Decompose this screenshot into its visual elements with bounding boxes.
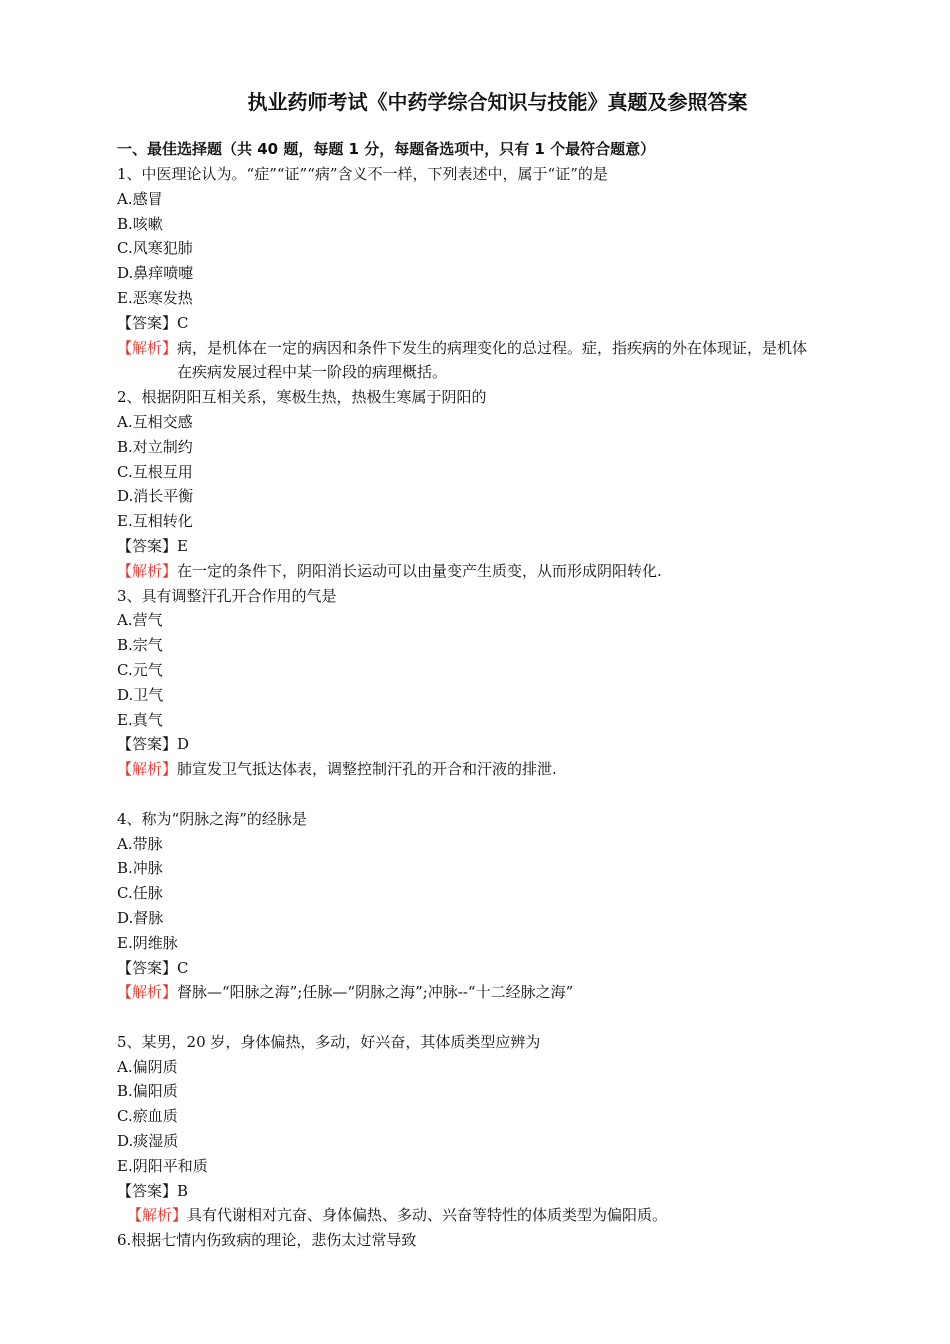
option-a: A.感冒 — [117, 189, 163, 208]
analysis-label: 【解析】 — [117, 983, 178, 1002]
option-a: A.偏阴质 — [117, 1057, 178, 1076]
option-c: C.元气 — [117, 660, 163, 679]
analysis-text: 病，是机体在一定的病因和条件下发生的病理变化的总过程。症，指疾病的外在体现证，是机体在疾病发展过程中某一阶段的病理概括。 — [177, 338, 808, 382]
section-heading: 一、最佳选择题（共 40 题，每题 1 分，每题备选项中，只有 1 个最符合题意） — [117, 140, 656, 158]
analysis-label: 【解析】 — [117, 760, 178, 779]
question-6 — [117, 1228, 817, 1253]
question-3 — [117, 584, 817, 782]
question-stem: 2、根据阴阳互相关系，寒极生热，热极生寒属于阴阳的 — [117, 388, 487, 407]
question-4 — [117, 807, 817, 1005]
analysis-label: 【解析】 — [117, 561, 178, 580]
analysis-text: 肺宣发卫气抵达体表，调整控制汗孔的开合和汗液的排泄. — [177, 760, 557, 779]
option-b: B.冲脉 — [117, 859, 163, 878]
question-stem: 6.根据七情内伤致病的理论，悲伤太过常导致 — [117, 1231, 417, 1250]
option-e: E.恶寒发热 — [117, 288, 193, 307]
option-b: B.对立制约 — [117, 437, 193, 456]
question-2 — [117, 385, 817, 583]
answer: 【答案】B — [117, 1181, 189, 1200]
question-1 — [117, 162, 817, 385]
option-b: B.偏阳质 — [117, 1082, 178, 1101]
option-e: E.互相转化 — [117, 512, 193, 531]
question-stem: 4、称为“阴脉之海”的经脉是 — [117, 809, 307, 828]
answer: 【答案】E — [117, 536, 188, 555]
option-e: E.阴维脉 — [117, 933, 178, 952]
option-d: D.督脉 — [117, 908, 164, 927]
answer: 【答案】D — [117, 735, 190, 754]
analysis — [117, 980, 817, 1005]
question-5 — [117, 1030, 817, 1228]
document-title: 执业药师考试《中药学综合知识与技能》真题及参照答案 — [247, 90, 748, 114]
question-stem: 5、某男，20 岁，身体偏热，多动，好兴奋，其体质类型应辨为 — [117, 1032, 541, 1051]
option-d: D.痰湿质 — [117, 1132, 179, 1151]
analysis — [117, 336, 817, 386]
blank-line — [117, 782, 817, 807]
question-stem: 3、具有调整汗孔开合作用的气是 — [117, 586, 337, 605]
analysis — [117, 1203, 817, 1228]
analysis-text: 在一定的条件下，阴阳消长运动可以由量变产生质变，从而形成阴阳转化. — [177, 561, 662, 580]
answer: 【答案】C — [117, 958, 189, 977]
blank-line — [117, 1005, 817, 1030]
option-a: A.带脉 — [117, 834, 163, 853]
analysis-text: 督脉—“阳脉之海”;任脉—“阴脉之海”;冲脉--“十二经脉之海” — [177, 983, 574, 1002]
option-b: B.宗气 — [117, 636, 163, 655]
option-a: A.互相交感 — [117, 412, 193, 431]
option-c: C.风寒犯肺 — [117, 239, 193, 258]
analysis-label: 【解析】 — [117, 338, 178, 357]
question-stem: 1、中医理论认为。“症”“证”“病”含义不一样，下列表述中，属于“证”的是 — [117, 165, 608, 183]
option-e: E.阴阳平和质 — [117, 1156, 208, 1175]
analysis-label: 【解析】 — [127, 1206, 188, 1225]
option-a: A.营气 — [117, 611, 163, 630]
option-b: B.咳嗽 — [117, 214, 163, 233]
option-c: C.互根互用 — [117, 462, 193, 481]
option-e: E.真气 — [117, 710, 163, 729]
answer: 【答案】C — [117, 313, 189, 332]
option-d: D.卫气 — [117, 685, 164, 704]
analysis — [117, 559, 817, 584]
analysis — [117, 757, 817, 782]
document-content — [117, 137, 817, 1253]
analysis-text: 具有代谢相对亢奋、身体偏热、多动、兴奋等特性的体质类型为偏阳质。 — [187, 1206, 668, 1225]
option-d: D.消长平衡 — [117, 487, 194, 506]
option-c: C.任脉 — [117, 884, 163, 903]
option-c: C.瘀血质 — [117, 1107, 178, 1126]
option-d: D.鼻痒喷嚏 — [117, 264, 194, 283]
